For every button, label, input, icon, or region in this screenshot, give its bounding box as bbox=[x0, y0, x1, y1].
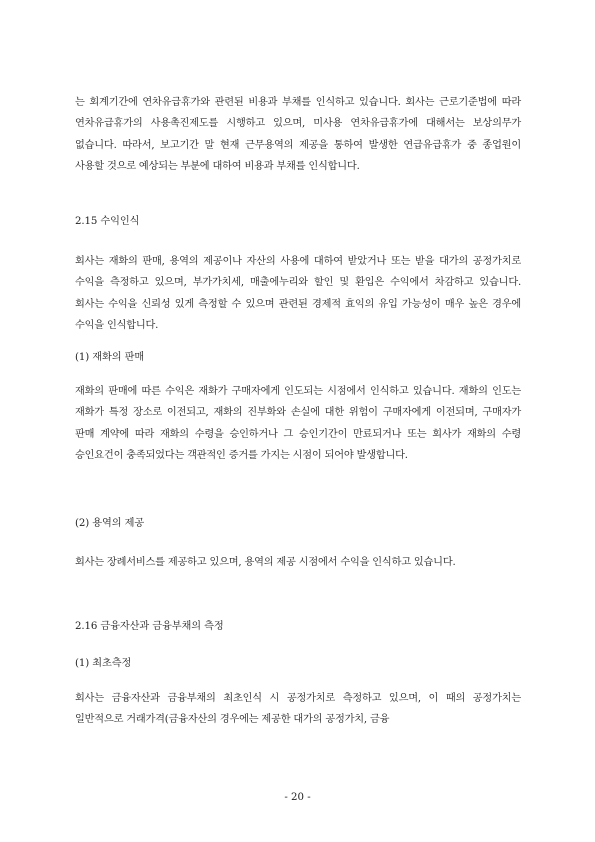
subsection-heading-initial-measurement: (1) 최초측정 bbox=[75, 658, 132, 669]
paragraph-revenue-recognition: 회사는 재화의 판매, 용역의 제공이나 자산의 사용에 대하여 받았거나 또는 받을 대가의 공정가치로 수익을 측정하고 있으며, 부가가치세, 매출에누리와 할인 및 환입은 수익에서 차감하고 있습니다. 회사는 수익을 신뢰성 있게 측정할 수 있으며 관련된 경제적 효익의 유입 가능성이 매우 높은 경우에 수익을 인식합니다. bbox=[75, 256, 521, 331]
paragraph-annual-leave: 는 회계기간에 연차유급휴가와 관련된 비용과 부채를 인식하고 있습니다. 회사는 근로기준법에 따라 연차유급휴가의 사용촉진제도를 시행하고 있으며, 미사용 연차유급휴가에 대해서는 보상의무가 없습니다. 따라서, 보고기간 말 현재 근무용역의 제공을 통하여 발생한 연급유급휴가 중 종업원이 사용할 것으로 예상되는 부분에 대하여 비용과 부채를 인식합니다. bbox=[75, 97, 521, 172]
paragraph-sale-of-goods: 재화의 판매에 따른 수익은 재화가 구매자에게 인도되는 시점에서 인식하고 있습니다. 재화의 인도는 재화가 특정 장소로 이전되고, 재화의 진부화와 손실에 대한 위험이 구매자에게 이전되며, 구매자가 판매 계약에 따라 재화의 수령을 승인하거나 그 승인기간이 만료되거나 또는 회사가 재화의 수령 승인요건이 충족되었다는 객관적인 증거를 가지는 시점이 되어야 발생합니다. bbox=[75, 386, 521, 461]
page-number: - 20 - bbox=[284, 792, 311, 803]
paragraph-initial-measurement: 회사는 금융자산과 금융부채의 최초인식 시 공정가치로 측정하고 있으며, 이 때의 공정가치는 일반적으로 거래가격(금융자산의 경우에는 제공한 대가의 공정가치, 금융 bbox=[75, 693, 521, 726]
paragraph-rendering-services: 회사는 장례서비스를 제공하고 있으며, 용역의 제공 시점에서 수익을 인식하고 있습니다. bbox=[75, 557, 456, 568]
subsection-heading-sale-of-goods: (1) 재화의 판매 bbox=[75, 352, 145, 363]
section-heading-revenue-recognition: 2.15 수익인식 bbox=[75, 216, 140, 227]
section-heading-financial-measurement: 2.16 금융자산과 금융부채의 측정 bbox=[75, 621, 224, 632]
subsection-heading-rendering-services: (2) 용역의 제공 bbox=[75, 518, 145, 529]
